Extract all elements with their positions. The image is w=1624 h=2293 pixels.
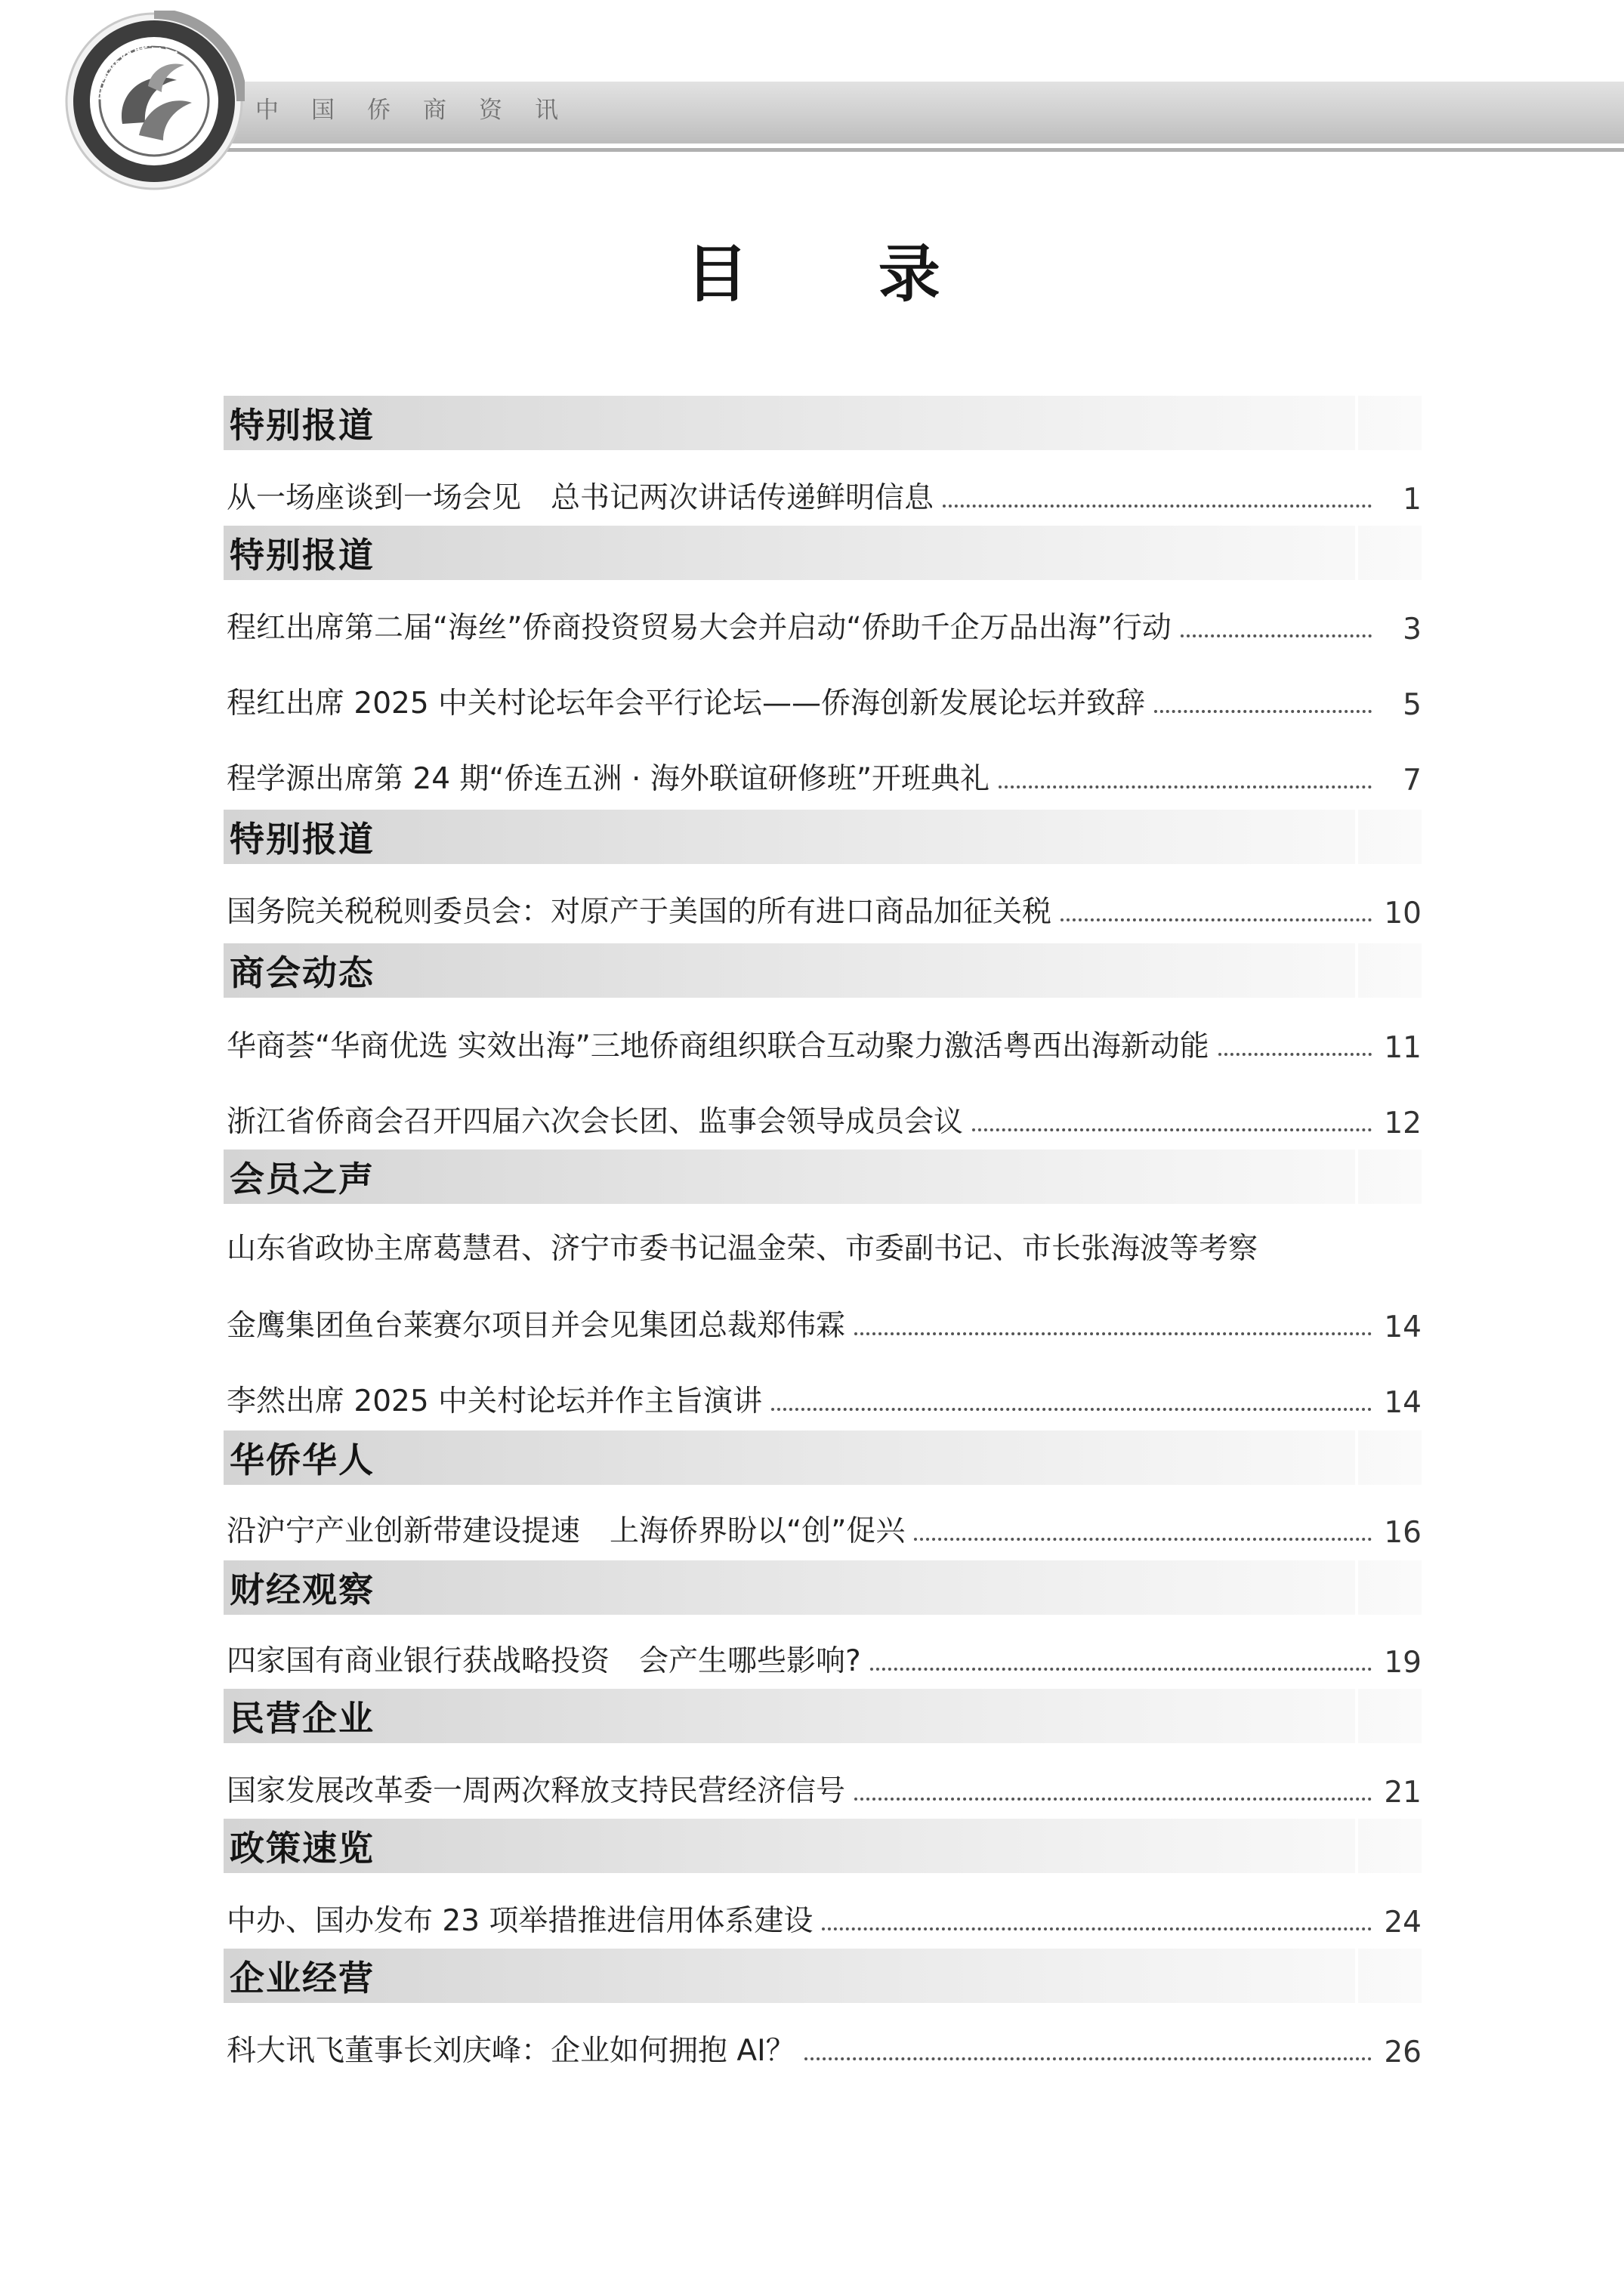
section-label: 财经观察 [230, 1569, 375, 1610]
dot-leader [914, 1538, 1372, 1541]
dot-leader [822, 1927, 1372, 1930]
logo-text: 中国侨商联合会 [91, 39, 181, 102]
section-header [224, 943, 1422, 998]
section-label: 会员之声 [230, 1159, 375, 1199]
header-title: 中国侨商资讯 [255, 97, 591, 124]
toc-entry[interactable] [227, 882, 1422, 930]
section-label: 特别报道 [230, 535, 375, 576]
toc-entry-title: 沿沪宁产业创新带建设提速 上海侨界盼以“创”促兴 [227, 1514, 906, 1548]
dot-leader [870, 1668, 1372, 1671]
toc-entry-page: 1 [1403, 483, 1422, 517]
section-header [224, 1150, 1422, 1204]
toc-entry-title: 浙江省侨商会召开四届六次会长团、监事会领导成员会议 [227, 1105, 964, 1139]
dot-leader [1181, 634, 1372, 637]
dot-leader [1218, 1053, 1372, 1056]
dot-leader [999, 785, 1372, 789]
toc-entry-title: 程学源出席第 24 期“侨连五洲 · 海外联谊研修班”开班典礼 [227, 762, 990, 796]
section-header [224, 396, 1422, 450]
section-label: 华侨华人 [230, 1440, 375, 1480]
toc-entry-title: 科大讯飞董事长刘庆峰：企业如何拥抱 AI？ [227, 2034, 795, 2068]
toc-entry[interactable] [227, 749, 1422, 798]
toc-entry[interactable] [227, 1891, 1422, 1940]
dot-leader [771, 1408, 1372, 1411]
toc-entry[interactable] [227, 2021, 1422, 2069]
section-label: 政策速览 [230, 1828, 375, 1869]
toc-entry-page: 19 [1384, 1646, 1422, 1680]
toc-entry-page: 16 [1384, 1516, 1422, 1550]
toc-entry-page: 26 [1384, 2035, 1422, 2069]
toc-entry-title: 国家发展改革委一周两次释放支持民营经济信号 [227, 1774, 846, 1808]
toc-entry[interactable] [227, 1372, 1422, 1420]
toc-entry-title: 金鹰集团鱼台莱赛尔项目并会见集团总裁郑伟霖 [227, 1309, 846, 1343]
page-title: 目 录 [686, 239, 995, 310]
toc-entry-title: 从一场座谈到一场会见 总书记两次讲话传递鲜明信息 [227, 481, 934, 515]
dot-leader [972, 1128, 1372, 1131]
toc-entry[interactable] [227, 1761, 1422, 1810]
dot-leader [1154, 710, 1372, 713]
toc-entry-page: 12 [1384, 1106, 1422, 1140]
toc-entry-title: 李然出席 2025 中关村论坛并作主旨演讲 [227, 1384, 763, 1418]
dot-leader [854, 1332, 1372, 1335]
section-label: 商会动态 [230, 952, 375, 993]
toc-entry-title: 华商荟“华商优选 实效出海”三地侨商组织联合互动聚力激活粤西出海新动能 [227, 1029, 1209, 1063]
section-label: 特别报道 [230, 405, 375, 446]
toc-entry-title: 国务院关税税则委员会：对原产于美国的所有进口商品加征关税 [227, 895, 1052, 929]
section-header [224, 526, 1422, 580]
toc-entry-page: 14 [1384, 1310, 1422, 1344]
section-label: 特别报道 [230, 819, 375, 859]
toc-entry-page: 14 [1384, 1386, 1422, 1420]
dot-leader [854, 1798, 1372, 1801]
toc-entry[interactable] [227, 674, 1422, 722]
toc-entry[interactable] [227, 1219, 1422, 1267]
toc-entry-page: 7 [1403, 764, 1422, 798]
toc-entry[interactable] [227, 1092, 1422, 1140]
section-header [224, 1819, 1422, 1873]
dot-leader [943, 505, 1372, 508]
toc-entry-title: 程红出席 2025 中关村论坛年会平行论坛——侨海创新发展论坛并致辞 [227, 687, 1146, 721]
toc-entry-page: 5 [1403, 688, 1422, 722]
toc-entry[interactable] [227, 1296, 1422, 1344]
toc-entry-title: 四家国有商业银行获战略投资 会产生哪些影响? [227, 1644, 861, 1678]
toc-entry-title: 中办、国办发布 23 项举措推进信用体系建设 [227, 1904, 814, 1938]
section-header [224, 810, 1422, 864]
section-label: 企业经营 [230, 1958, 375, 1998]
toc-entry[interactable] [227, 598, 1422, 647]
toc-entry[interactable] [227, 1501, 1422, 1550]
section-label: 民营企业 [230, 1698, 375, 1739]
toc-entry-page: 11 [1384, 1031, 1422, 1065]
toc-entry[interactable] [227, 468, 1422, 517]
toc-entry-page: 10 [1384, 897, 1422, 930]
toc-entry-title: 程红出席第二届“海丝”侨商投资贸易大会并启动“侨助千企万品出海”行动 [227, 611, 1172, 645]
toc-entry[interactable] [227, 1017, 1422, 1065]
section-header [224, 1689, 1422, 1743]
section-header [224, 1560, 1422, 1615]
dot-leader [1061, 918, 1372, 921]
section-header [224, 1949, 1422, 2003]
toc-entry[interactable] [227, 1631, 1422, 1680]
dot-leader [804, 2057, 1372, 2060]
toc-entry-page: 24 [1384, 1906, 1422, 1940]
section-header [224, 1430, 1422, 1485]
toc-entry-title: 山东省政协主席葛慧君、济宁市委书记温金荣、市委副书记、市长张海波等考察 [227, 1232, 1258, 1266]
federation-logo-icon [63, 11, 245, 192]
toc-entry-page: 21 [1384, 1776, 1422, 1810]
header-underline [151, 148, 1624, 152]
toc-entry-page: 3 [1403, 613, 1422, 647]
